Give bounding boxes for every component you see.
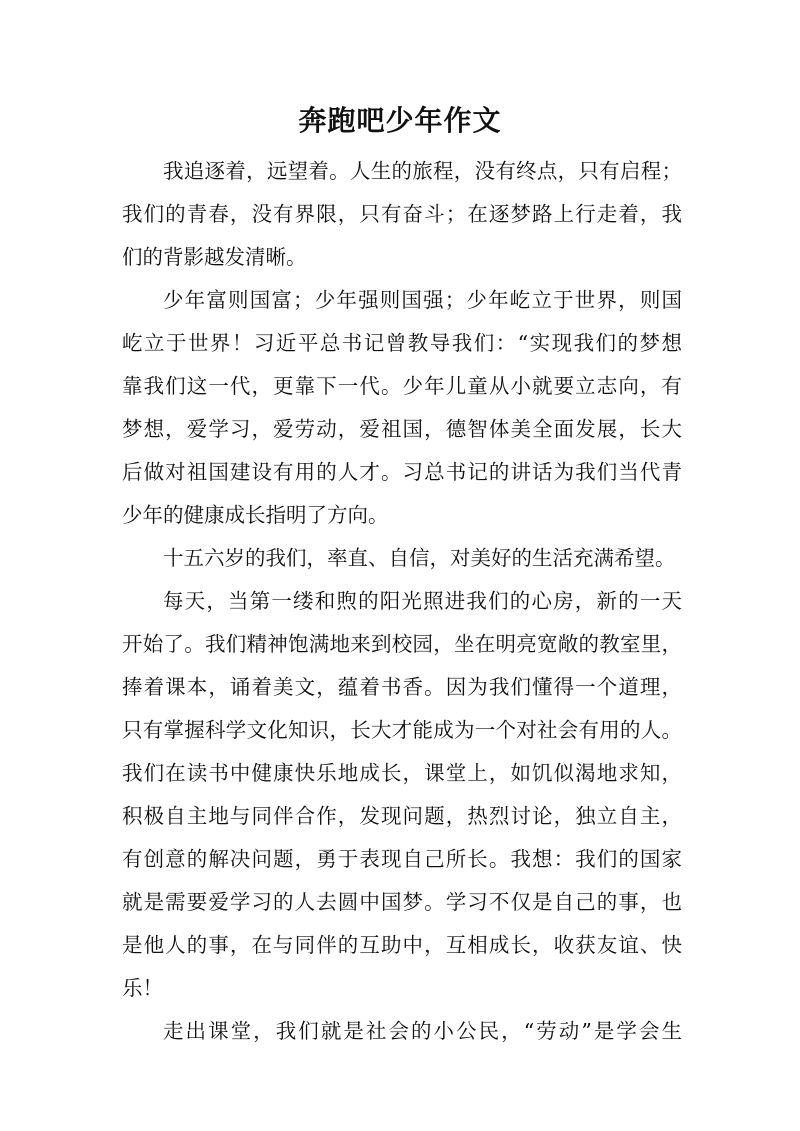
paragraph-5 (122, 1010, 682, 1053)
text-line: 少年的健康成长指明了方向。 (122, 503, 389, 527)
text-line: 梦想，爱学习，爱劳动，爱祖国，德智体美全面发展，长大 (122, 417, 682, 441)
text-line: 十五六岁的我们，率直、自信，对美好的生活充满希望。 (163, 546, 676, 570)
paragraph-4 (122, 580, 682, 1010)
text-line: 就是需要爱学习的人去圆中国梦。学习不仅是自己的事，也 (122, 890, 682, 914)
text-line: 靠我们这一代，更靠下一代。少年儿童从小就要立志向，有 (122, 374, 682, 398)
text-line: 每天，当第一缕和煦的阳光照进我们的心房，新的一天 (163, 589, 682, 613)
text-line: 走出课堂，我们就是社会的小公民，“劳动”是学会生 (163, 1019, 682, 1043)
text-line: 积极自主地与同伴合作，发现问题，热烈讨论，独立自主， (122, 804, 682, 828)
text-line: 屹立于世界！习近平总书记曾教导我们：“实现我们的梦想 (122, 331, 682, 355)
text-line: 捧着课本，诵着美文，蕴着书香。因为我们懂得一个道理， (122, 675, 682, 699)
text-line: 后做对祖国建设有用的人才。习总书记的讲话为我们当代青 (122, 460, 682, 484)
paragraph-1 (122, 150, 682, 279)
text-line: 少年富则国富；少年强则国强；少年屹立于世界，则国 (163, 288, 682, 312)
text-line: 我追逐着，远望着。人生的旅程，没有终点，只有启程； (163, 159, 682, 183)
paragraph-3 (122, 537, 682, 580)
text-line: 我们的青春，没有界限，只有奋斗；在逐梦路上行走着，我 (122, 202, 682, 226)
text-line: 只有掌握科学文化知识，长大才能成为一个对社会有用的人。 (122, 718, 682, 742)
text-line: 乐！ (122, 976, 163, 1000)
text-line: 们的背影越发清晰。 (122, 245, 307, 269)
text-line: 开始了。我们精神饱满地来到校园，坐在明亮宽敞的教室里， (122, 632, 682, 656)
document-title: 奔跑吧少年作文 (298, 104, 502, 137)
document-body (122, 150, 682, 1053)
paragraph-2 (122, 279, 682, 537)
text-line: 是他人的事，在与同伴的互助中，互相成长，收获友谊、快 (122, 933, 682, 957)
text-line: 有创意的解决问题，勇于表现自己所长。我想：我们的国家 (122, 847, 682, 871)
text-line: 我们在读书中健康快乐地成长，课堂上，如饥似渴地求知， (122, 761, 682, 785)
